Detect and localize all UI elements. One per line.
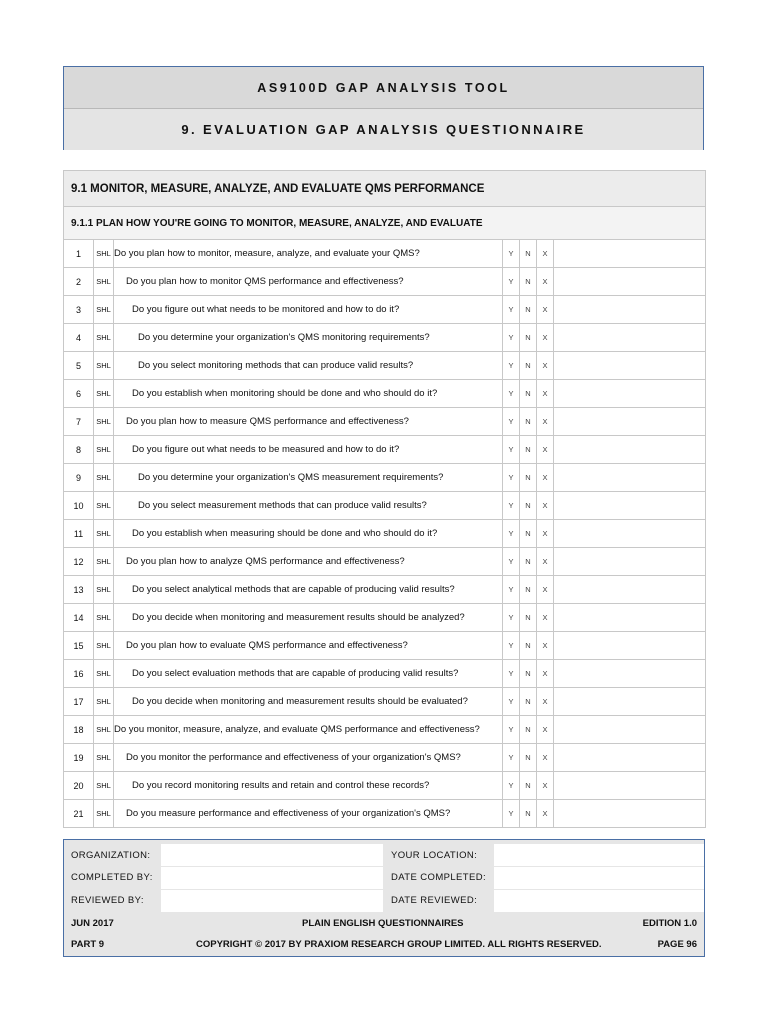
comment-cell[interactable]	[554, 772, 706, 800]
completed-row	[64, 867, 704, 889]
answer-yes-cell[interactable]: Y	[503, 688, 520, 716]
comment-cell[interactable]	[554, 716, 706, 744]
answer-no-cell[interactable]: N	[520, 800, 537, 828]
footer-copyright-row	[64, 934, 704, 955]
comment-cell[interactable]	[554, 632, 706, 660]
question-number: 5	[64, 352, 94, 380]
question-number: 1	[64, 240, 94, 268]
answer-no-cell[interactable]: N	[520, 744, 537, 772]
question-tag: SHL	[94, 520, 114, 548]
answer-yes-cell[interactable]: Y	[503, 660, 520, 688]
question-row	[64, 324, 706, 352]
answer-na-cell[interactable]: X	[537, 436, 554, 464]
question-row	[64, 240, 706, 268]
question-tag: SHL	[94, 800, 114, 828]
question-tag: SHL	[94, 492, 114, 520]
question-number: 15	[64, 632, 94, 660]
question-number: 17	[64, 688, 94, 716]
question-text: Do you plan how to measure QMS performance and effectiveness?	[114, 408, 503, 436]
question-tag: SHL	[94, 632, 114, 660]
footer-page: PAGE 96	[657, 939, 697, 950]
answer-no-cell[interactable]: N	[520, 632, 537, 660]
answer-na-cell[interactable]: X	[537, 688, 554, 716]
comment-cell[interactable]	[554, 436, 706, 464]
answer-no-cell[interactable]: N	[520, 548, 537, 576]
answer-no-cell[interactable]: N	[520, 268, 537, 296]
answer-yes-cell[interactable]: Y	[503, 408, 520, 436]
answer-yes-cell[interactable]: Y	[503, 576, 520, 604]
reviewed-by-field[interactable]	[161, 890, 383, 912]
question-number: 20	[64, 772, 94, 800]
section-heading: 9.1 MONITOR, MEASURE, ANALYZE, AND EVALUATE QMS PERFORMANCE	[64, 171, 706, 207]
comment-cell[interactable]	[554, 800, 706, 828]
question-number: 3	[64, 296, 94, 324]
answer-no-cell[interactable]: N	[520, 688, 537, 716]
question-number: 13	[64, 576, 94, 604]
question-tag: SHL	[94, 688, 114, 716]
comment-cell[interactable]	[554, 324, 706, 352]
answer-yes-cell[interactable]: Y	[503, 548, 520, 576]
question-tag: SHL	[94, 380, 114, 408]
question-tag: SHL	[94, 604, 114, 632]
question-number: 6	[64, 380, 94, 408]
question-row	[64, 464, 706, 492]
questionnaire-table	[63, 170, 706, 828]
question-text: Do you select analytical methods that are capable of producing valid results?	[114, 576, 503, 604]
question-row	[64, 716, 706, 744]
answer-yes-cell[interactable]: Y	[503, 352, 520, 380]
question-row	[64, 408, 706, 436]
question-row	[64, 380, 706, 408]
comment-cell[interactable]	[554, 548, 706, 576]
comment-cell[interactable]	[554, 520, 706, 548]
footer-edition: EDITION 1.0	[642, 918, 697, 929]
answer-no-cell[interactable]: N	[520, 576, 537, 604]
question-row	[64, 296, 706, 324]
question-tag: SHL	[94, 772, 114, 800]
question-number: 21	[64, 800, 94, 828]
answer-yes-cell[interactable]: Y	[503, 744, 520, 772]
document-title: AS9100D GAP ANALYSIS TOOL	[64, 67, 703, 109]
organization-row	[64, 844, 704, 866]
date-completed-label: DATE COMPLETED:	[391, 872, 487, 883]
question-text: Do you figure out what needs to be measured and how to do it?	[114, 436, 503, 464]
question-row	[64, 548, 706, 576]
answer-na-cell[interactable]: X	[537, 380, 554, 408]
answer-na-cell[interactable]: X	[537, 492, 554, 520]
question-number: 16	[64, 660, 94, 688]
answer-na-cell[interactable]: X	[537, 632, 554, 660]
answer-no-cell[interactable]: N	[520, 492, 537, 520]
comment-cell[interactable]	[554, 380, 706, 408]
question-text: Do you record monitoring results and retain and control these records?	[114, 772, 503, 800]
answer-no-cell[interactable]: N	[520, 604, 537, 632]
footer-series: PLAIN ENGLISH QUESTIONNAIRES	[302, 918, 464, 929]
answer-na-cell[interactable]: X	[537, 240, 554, 268]
question-text: Do you establish when monitoring should be done and who should do it?	[114, 380, 503, 408]
answer-na-cell[interactable]: X	[537, 464, 554, 492]
comment-cell[interactable]	[554, 492, 706, 520]
answer-no-cell[interactable]: N	[520, 296, 537, 324]
question-number: 12	[64, 548, 94, 576]
answer-na-cell[interactable]: X	[537, 660, 554, 688]
answer-na-cell[interactable]: X	[537, 296, 554, 324]
question-text: Do you select monitoring methods that can produce valid results?	[114, 352, 503, 380]
document-header	[63, 66, 704, 150]
date-reviewed-field[interactable]	[494, 890, 704, 912]
question-text: Do you select measurement methods that can produce valid results?	[114, 492, 503, 520]
answer-yes-cell[interactable]: Y	[503, 240, 520, 268]
answer-yes-cell[interactable]: Y	[503, 716, 520, 744]
question-text: Do you plan how to analyze QMS performance and effectiveness?	[114, 548, 503, 576]
question-text: Do you monitor the performance and effectiveness of your organization's QMS?	[114, 744, 503, 772]
comment-cell[interactable]	[554, 240, 706, 268]
reviewed-row	[64, 890, 704, 912]
question-number: 19	[64, 744, 94, 772]
document-footer	[63, 839, 705, 957]
question-row	[64, 800, 706, 828]
question-text: Do you measure performance and effectiveness of your organization's QMS?	[114, 800, 503, 828]
question-number: 8	[64, 436, 94, 464]
question-number: 10	[64, 492, 94, 520]
answer-na-cell[interactable]: X	[537, 352, 554, 380]
footer-info-row	[64, 913, 704, 934]
comment-cell[interactable]	[554, 464, 706, 492]
answer-no-cell[interactable]: N	[520, 716, 537, 744]
reviewed-by-label: REVIEWED BY:	[71, 895, 144, 906]
answer-no-cell[interactable]: N	[520, 772, 537, 800]
question-text: Do you plan how to evaluate QMS performance and effectiveness?	[114, 632, 503, 660]
answer-na-cell[interactable]: X	[537, 548, 554, 576]
question-row	[64, 492, 706, 520]
answer-no-cell[interactable]: N	[520, 380, 537, 408]
question-row	[64, 772, 706, 800]
question-text: Do you plan how to monitor QMS performance and effectiveness?	[114, 268, 503, 296]
question-row	[64, 268, 706, 296]
question-number: 9	[64, 464, 94, 492]
answer-yes-cell[interactable]: Y	[503, 296, 520, 324]
comment-cell[interactable]	[554, 660, 706, 688]
answer-na-cell[interactable]: X	[537, 268, 554, 296]
question-number: 4	[64, 324, 94, 352]
question-text: Do you figure out what needs to be monitored and how to do it?	[114, 296, 503, 324]
answer-na-cell[interactable]: X	[537, 604, 554, 632]
question-tag: SHL	[94, 716, 114, 744]
answer-no-cell[interactable]: N	[520, 324, 537, 352]
question-tag: SHL	[94, 408, 114, 436]
comment-cell[interactable]	[554, 744, 706, 772]
question-number: 14	[64, 604, 94, 632]
answer-yes-cell[interactable]: Y	[503, 324, 520, 352]
comment-cell[interactable]	[554, 296, 706, 324]
question-text: Do you select evaluation methods that are capable of producing valid results?	[114, 660, 503, 688]
answer-na-cell[interactable]: X	[537, 744, 554, 772]
answer-yes-cell[interactable]: Y	[503, 492, 520, 520]
question-tag: SHL	[94, 296, 114, 324]
footer-copyright: COPYRIGHT © 2017 BY PRAXIOM RESEARCH GROUP LIMITED. ALL RIGHTS RESERVED.	[196, 939, 602, 950]
footer-part: PART 9	[71, 939, 105, 950]
comment-cell[interactable]	[554, 268, 706, 296]
comment-cell[interactable]	[554, 688, 706, 716]
answer-yes-cell[interactable]: Y	[503, 632, 520, 660]
answer-na-cell[interactable]: X	[537, 324, 554, 352]
answer-yes-cell[interactable]: Y	[503, 380, 520, 408]
document-subtitle: 9. EVALUATION GAP ANALYSIS QUESTIONNAIRE	[64, 109, 703, 150]
date-reviewed-label: DATE REVIEWED:	[391, 895, 478, 906]
question-row	[64, 660, 706, 688]
question-row	[64, 352, 706, 380]
location-field[interactable]	[494, 844, 704, 866]
question-row	[64, 604, 706, 632]
answer-yes-cell[interactable]: Y	[503, 800, 520, 828]
question-tag: SHL	[94, 744, 114, 772]
answer-no-cell[interactable]: N	[520, 240, 537, 268]
question-number: 11	[64, 520, 94, 548]
question-row	[64, 632, 706, 660]
question-tag: SHL	[94, 548, 114, 576]
question-tag: SHL	[94, 660, 114, 688]
answer-na-cell[interactable]: X	[537, 800, 554, 828]
answer-na-cell[interactable]: X	[537, 576, 554, 604]
question-tag: SHL	[94, 436, 114, 464]
answer-na-cell[interactable]: X	[537, 716, 554, 744]
answer-no-cell[interactable]: N	[520, 464, 537, 492]
question-text: Do you monitor, measure, analyze, and evaluate QMS performance and effectiveness?	[114, 716, 503, 744]
location-label: YOUR LOCATION:	[391, 850, 478, 861]
comment-cell[interactable]	[554, 408, 706, 436]
answer-na-cell[interactable]: X	[537, 772, 554, 800]
answer-yes-cell[interactable]: Y	[503, 464, 520, 492]
question-number: 2	[64, 268, 94, 296]
question-row	[64, 576, 706, 604]
answer-no-cell[interactable]: N	[520, 408, 537, 436]
answer-na-cell[interactable]: X	[537, 520, 554, 548]
question-row	[64, 744, 706, 772]
answer-na-cell[interactable]: X	[537, 408, 554, 436]
answer-yes-cell[interactable]: Y	[503, 604, 520, 632]
completed-by-field[interactable]	[161, 867, 383, 889]
organization-field[interactable]	[161, 844, 383, 866]
date-completed-field[interactable]	[494, 867, 704, 889]
answer-no-cell[interactable]: N	[520, 660, 537, 688]
question-tag: SHL	[94, 464, 114, 492]
answer-no-cell[interactable]: N	[520, 436, 537, 464]
comment-cell[interactable]	[554, 576, 706, 604]
question-tag: SHL	[94, 576, 114, 604]
comment-cell[interactable]	[554, 604, 706, 632]
completed-by-label: COMPLETED BY:	[71, 872, 153, 883]
question-number: 7	[64, 408, 94, 436]
answer-no-cell[interactable]: N	[520, 520, 537, 548]
answer-yes-cell[interactable]: Y	[503, 268, 520, 296]
question-row	[64, 436, 706, 464]
answer-yes-cell[interactable]: Y	[503, 436, 520, 464]
question-text: Do you decide when monitoring and measurement results should be evaluated?	[114, 688, 503, 716]
answer-yes-cell[interactable]: Y	[503, 772, 520, 800]
answer-yes-cell[interactable]: Y	[503, 520, 520, 548]
footer-date: JUN 2017	[71, 918, 114, 929]
question-number: 18	[64, 716, 94, 744]
answer-no-cell[interactable]: N	[520, 352, 537, 380]
question-text: Do you determine your organization's QMS measurement requirements?	[114, 464, 503, 492]
organization-label: ORGANIZATION:	[71, 850, 151, 861]
question-tag: SHL	[94, 352, 114, 380]
question-text: Do you determine your organization's QMS monitoring requirements?	[114, 324, 503, 352]
question-tag: SHL	[94, 268, 114, 296]
question-tag: SHL	[94, 240, 114, 268]
question-tag: SHL	[94, 324, 114, 352]
comment-cell[interactable]	[554, 352, 706, 380]
subsection-heading: 9.1.1 PLAN HOW YOU'RE GOING TO MONITOR, MEASURE, ANALYZE, AND EVALUATE	[64, 207, 706, 240]
question-row	[64, 688, 706, 716]
question-text: Do you plan how to monitor, measure, analyze, and evaluate your QMS?	[114, 240, 503, 268]
question-row	[64, 520, 706, 548]
question-text: Do you decide when monitoring and measurement results should be analyzed?	[114, 604, 503, 632]
question-text: Do you establish when measuring should be done and who should do it?	[114, 520, 503, 548]
